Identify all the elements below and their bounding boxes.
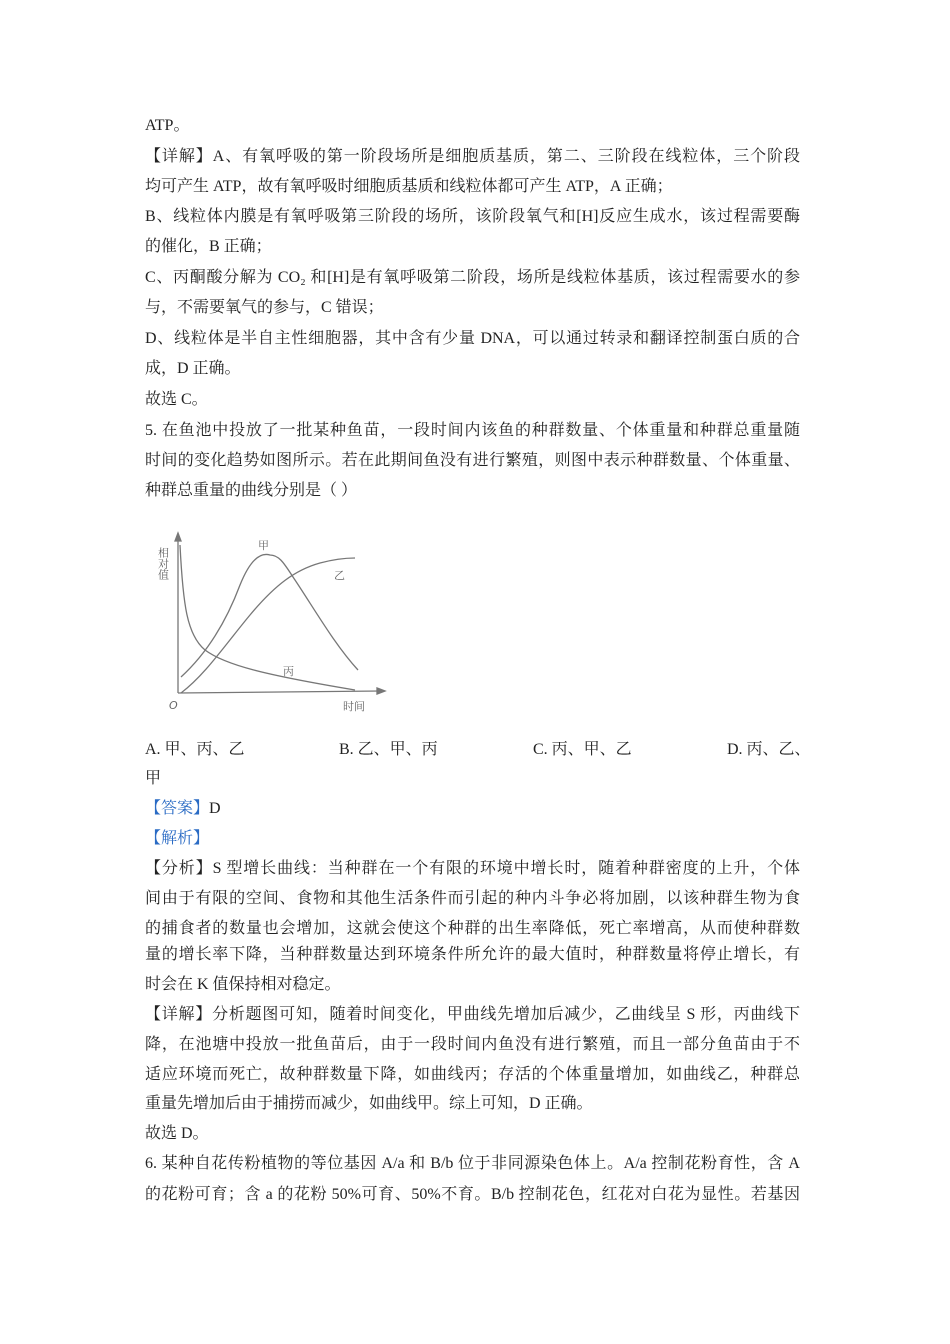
question-text: 5. 在鱼池中投放了一批某种鱼苗，一段时间内该鱼的种群数量、个体重量和种群总重量随 [145, 422, 800, 439]
text-line: D、线粒体是半自主性细胞器，其中含有少量 DNA，可以通过转录和翻译控制蛋白质的合 [145, 330, 800, 347]
origin-label: O [169, 699, 178, 712]
text-line: 故选 C。 [145, 391, 208, 408]
detail-text: 【详解】分析题图可知，随着时间变化，甲曲线先增加后减少，乙曲线呈 S 形，丙曲线下 [145, 1006, 800, 1023]
conclusion-text: 故选 D。 [145, 1125, 209, 1142]
analysis-text: 间由于有限的空间、食物和其他生活条件而引起的种内斗争必将加剧，以该种群生物为食 [145, 890, 800, 907]
option-d-wrap: 甲 [145, 770, 162, 787]
option-a: A. 甲、丙、乙 [145, 741, 245, 758]
analysis-text: 时会在 K 值保持相对稳定。 [145, 976, 341, 993]
curve-label-jia: 甲 [258, 539, 269, 552]
text-line: C、丙酮酸分解为 CO₂ 和[H]是有氧呼吸第二阶段，场所是线粒体基质，该过程需要水的参 [145, 269, 800, 286]
analysis-text: 量的增长率下降，当种群数量达到环境条件所允许的最大值时，种群数量将停止增长，有 [145, 946, 800, 963]
curve-label-bing: 丙 [283, 665, 294, 678]
option-c: C. 丙、甲、乙 [533, 741, 632, 758]
question-text: 种群总重量的曲线分别是（ ） [145, 482, 358, 499]
question-text: 6. 某种自花传粉植物的等位基因 A/a 和 B/b 位于非同源染色体上。A/a 控制花粉育性，含 A [145, 1155, 800, 1172]
detail-text: 重量先增加后由于捕捞而减少，如曲线甲。综上可知，D 正确。 [145, 1095, 593, 1112]
text-line: 成，D 正确。 [145, 360, 241, 377]
population-curve-figure [145, 525, 390, 725]
question-text: 的花粉可育；含 a 的花粉 50%可育、50%不育。B/b 控制花色，红花对白花为显性。若基因 [145, 1186, 800, 1203]
y-axis-arrow [175, 533, 181, 541]
analysis-tag: 【解析】 [145, 830, 210, 847]
x-axis-label: 时间 [343, 700, 365, 713]
text-line: 【详解】A、有氧呼吸的第一阶段场所是细胞质基质，第二、三阶段在线粒体，三个阶段 [145, 148, 800, 165]
text-line: B、线粒体内膜是有氧呼吸第三阶段的场所，该阶段氧气和[H]反应生成水，该过程需要酶 [145, 208, 800, 225]
curve-jia [181, 554, 358, 677]
text-line: 均可产生 ATP，故有氧呼吸时细胞质基质和线粒体都可产生 ATP，A 正确； [145, 178, 673, 195]
analysis-text: 的捕食者的数量也会增加，这就会使这个种群的出生率降低，死亡率增高，从而使种群数 [145, 920, 800, 937]
detail-text: 降，在池塘中投放一批鱼苗后，由于一段时间内鱼没有进行繁殖，而且一部分鱼苗由于不 [145, 1036, 800, 1053]
answer-tag: 【答案】 [145, 800, 210, 817]
answer-line [145, 799, 221, 819]
x-axis-arrow [377, 688, 385, 694]
question-text: 时间的变化趋势如图所示。若在此期间鱼没有进行繁殖，则图中表示种群数量、个体重量、 [145, 452, 800, 469]
curve-plot [145, 525, 390, 725]
answer-value: D [209, 800, 221, 817]
text-line: 与，不需要氧气的参与，C 错误； [145, 299, 384, 316]
text-line: ATP。 [145, 117, 190, 134]
y-axis-label: 相对值 [156, 547, 170, 580]
option-b: B. 乙、甲、丙 [339, 741, 438, 758]
curve-yi [181, 558, 355, 693]
curve-label-yi: 乙 [334, 569, 345, 582]
option-d: D. 丙、乙、 [727, 741, 811, 758]
detail-text: 适应环境而死亡，故种群数量下降，如曲线丙；存活的个体重量增加，如曲线乙，种群总 [145, 1066, 800, 1083]
text-line: 的催化，B 正确； [145, 238, 272, 255]
analysis-text: 【分析】S 型增长曲线：当种群在一个有限的环境中增长时，随着种群密度的上升，个体 [145, 860, 800, 877]
x-axis [178, 691, 381, 693]
